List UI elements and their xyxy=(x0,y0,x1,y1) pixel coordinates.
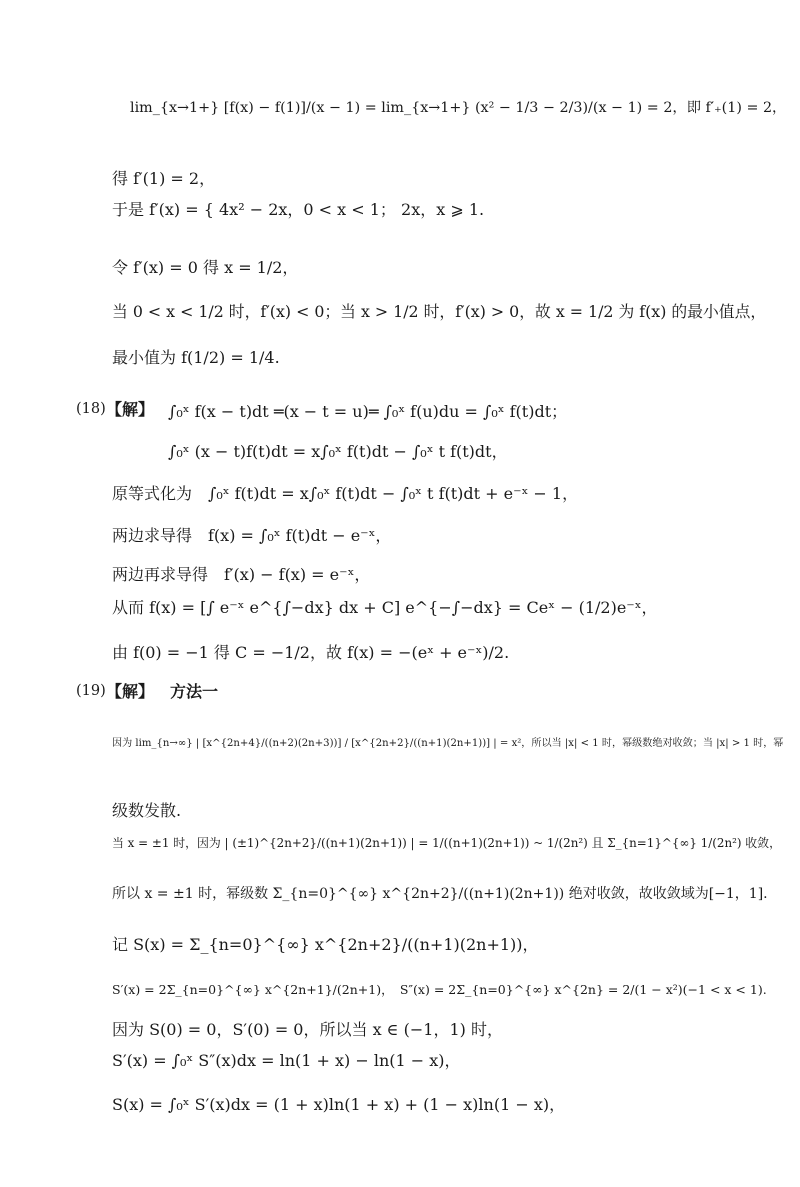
endpoint-check: 当 x = ±1 时，因为 | (±1)^{2n+2}/((n+1)(2n+1)) | = 1/((n+1)(2n+1)) ~ 1/(2n²) 且 Σ_{n=1}^{∞} 1/(2n²) 收敛， xyxy=(112,836,781,850)
minimum-value: 最小值为 f(1/2) = 1/4. xyxy=(112,348,280,367)
rewritten-equation: 原等式化为 ∫₀ˣ f(t)dt = x∫₀ˣ f(t)dt − ∫₀ˣ t f(t)dt + e⁻ˣ − 1， xyxy=(112,484,579,503)
split-integral-line: ∫₀ˣ (x − t)f(t)dt = x∫₀ˣ f(t)dt − ∫₀ˣ t f(t)dt， xyxy=(168,442,508,461)
problem-19-heading: 【解】 xyxy=(106,682,155,701)
derivative-at-one: 得 f′(1) = 2， xyxy=(112,169,216,188)
sum-function-result: S(x) = ∫₀ˣ S′(x)dx = (1 + x)ln(1 + x) + (1 − x)ln(1 − x)， xyxy=(112,1095,566,1114)
problem-18-heading: 【解】 xyxy=(106,400,155,419)
first-derivative-line: 两边求导得 f(x) = ∫₀ˣ f(t)dt − e⁻ˣ， xyxy=(112,526,392,545)
particular-solution: 由 f(0) = −1 得 C = −1/2，故 f(x) = −(eˣ + e⁻ˣ)/2. xyxy=(112,643,510,662)
first-derivative-integral: S′(x) = ∫₀ˣ S″(x)dx = ln(1 + x) − ln(1 − x)， xyxy=(112,1051,461,1070)
convergence-domain: 所以 x = ±1 时，幂级数 Σ_{n=0}^{∞} x^{2n+2}/((n+1)(2n+1)) 绝对收敛，故收敛域为[−1，1]. xyxy=(112,886,768,902)
initial-conditions: 因为 S(0) = 0，S′(0) = 0，所以当 x ∈ (−1，1) 时， xyxy=(112,1020,503,1039)
critical-point: 令 f′(x) = 0 得 x = 1/2， xyxy=(112,258,299,277)
second-derivative-line: 两边再求导得 f′(x) − f(x) = e⁻ˣ， xyxy=(112,565,371,584)
piecewise-derivative: 于是 f′(x) = { 4x² − 2x，0 < x < 1； 2x，x ⩾ 1. xyxy=(112,200,485,219)
monotonicity-line: 当 0 < x < 1/2 时，f′(x) < 0；当 x > 1/2 时，f′(x) > 0，故 x = 1/2 为 f(x) 的最小值点， xyxy=(112,302,767,321)
ratio-test-line: 因为 lim_{n→∞} | [x^{2n+4}/((n+2)(2n+3))] / [x^{2n+2}/((n+1)(2n+1))] | = x²，所以当 |x| < 1 时，幂级数绝对收敛；当 |x| > 1 时，幂 xyxy=(112,738,784,749)
ratio-test-continued: 级数发散. xyxy=(112,801,182,820)
problem-18-label: (18) xyxy=(76,401,106,417)
problem-19-label: (19) xyxy=(76,683,106,699)
general-solution: 从而 f(x) = [∫ e⁻ˣ e^{∫−dx} dx + C] e^{−∫−dx} = Ceˣ − (1/2)e⁻ˣ， xyxy=(112,598,658,617)
method-one-heading: 方法一 xyxy=(170,682,219,701)
limit-equation: lim_{x→1+} [f(x) − f(1)]/(x − 1) = lim_{x→1+} (x² − 1/3 − 2/3)/(x − 1) = 2，即 f′₊(1) = 2， xyxy=(130,100,787,116)
sum-derivatives: S′(x) = 2Σ_{n=0}^{∞} x^{2n+1}/(2n+1)， S″(x) = 2Σ_{n=0}^{∞} x^{2n} = 2/(1 − x²)(−1 < x < 1). xyxy=(112,982,767,997)
substitution-line: ∫₀ˣ f(x − t)dt ═(x − t = u)═ ∫₀ˣ f(u)du = ∫₀ˣ f(t)dt； xyxy=(168,402,568,421)
sum-function-definition: 记 S(x) = Σ_{n=0}^{∞} x^{2n+2}/((n+1)(2n+1))， xyxy=(112,935,539,954)
